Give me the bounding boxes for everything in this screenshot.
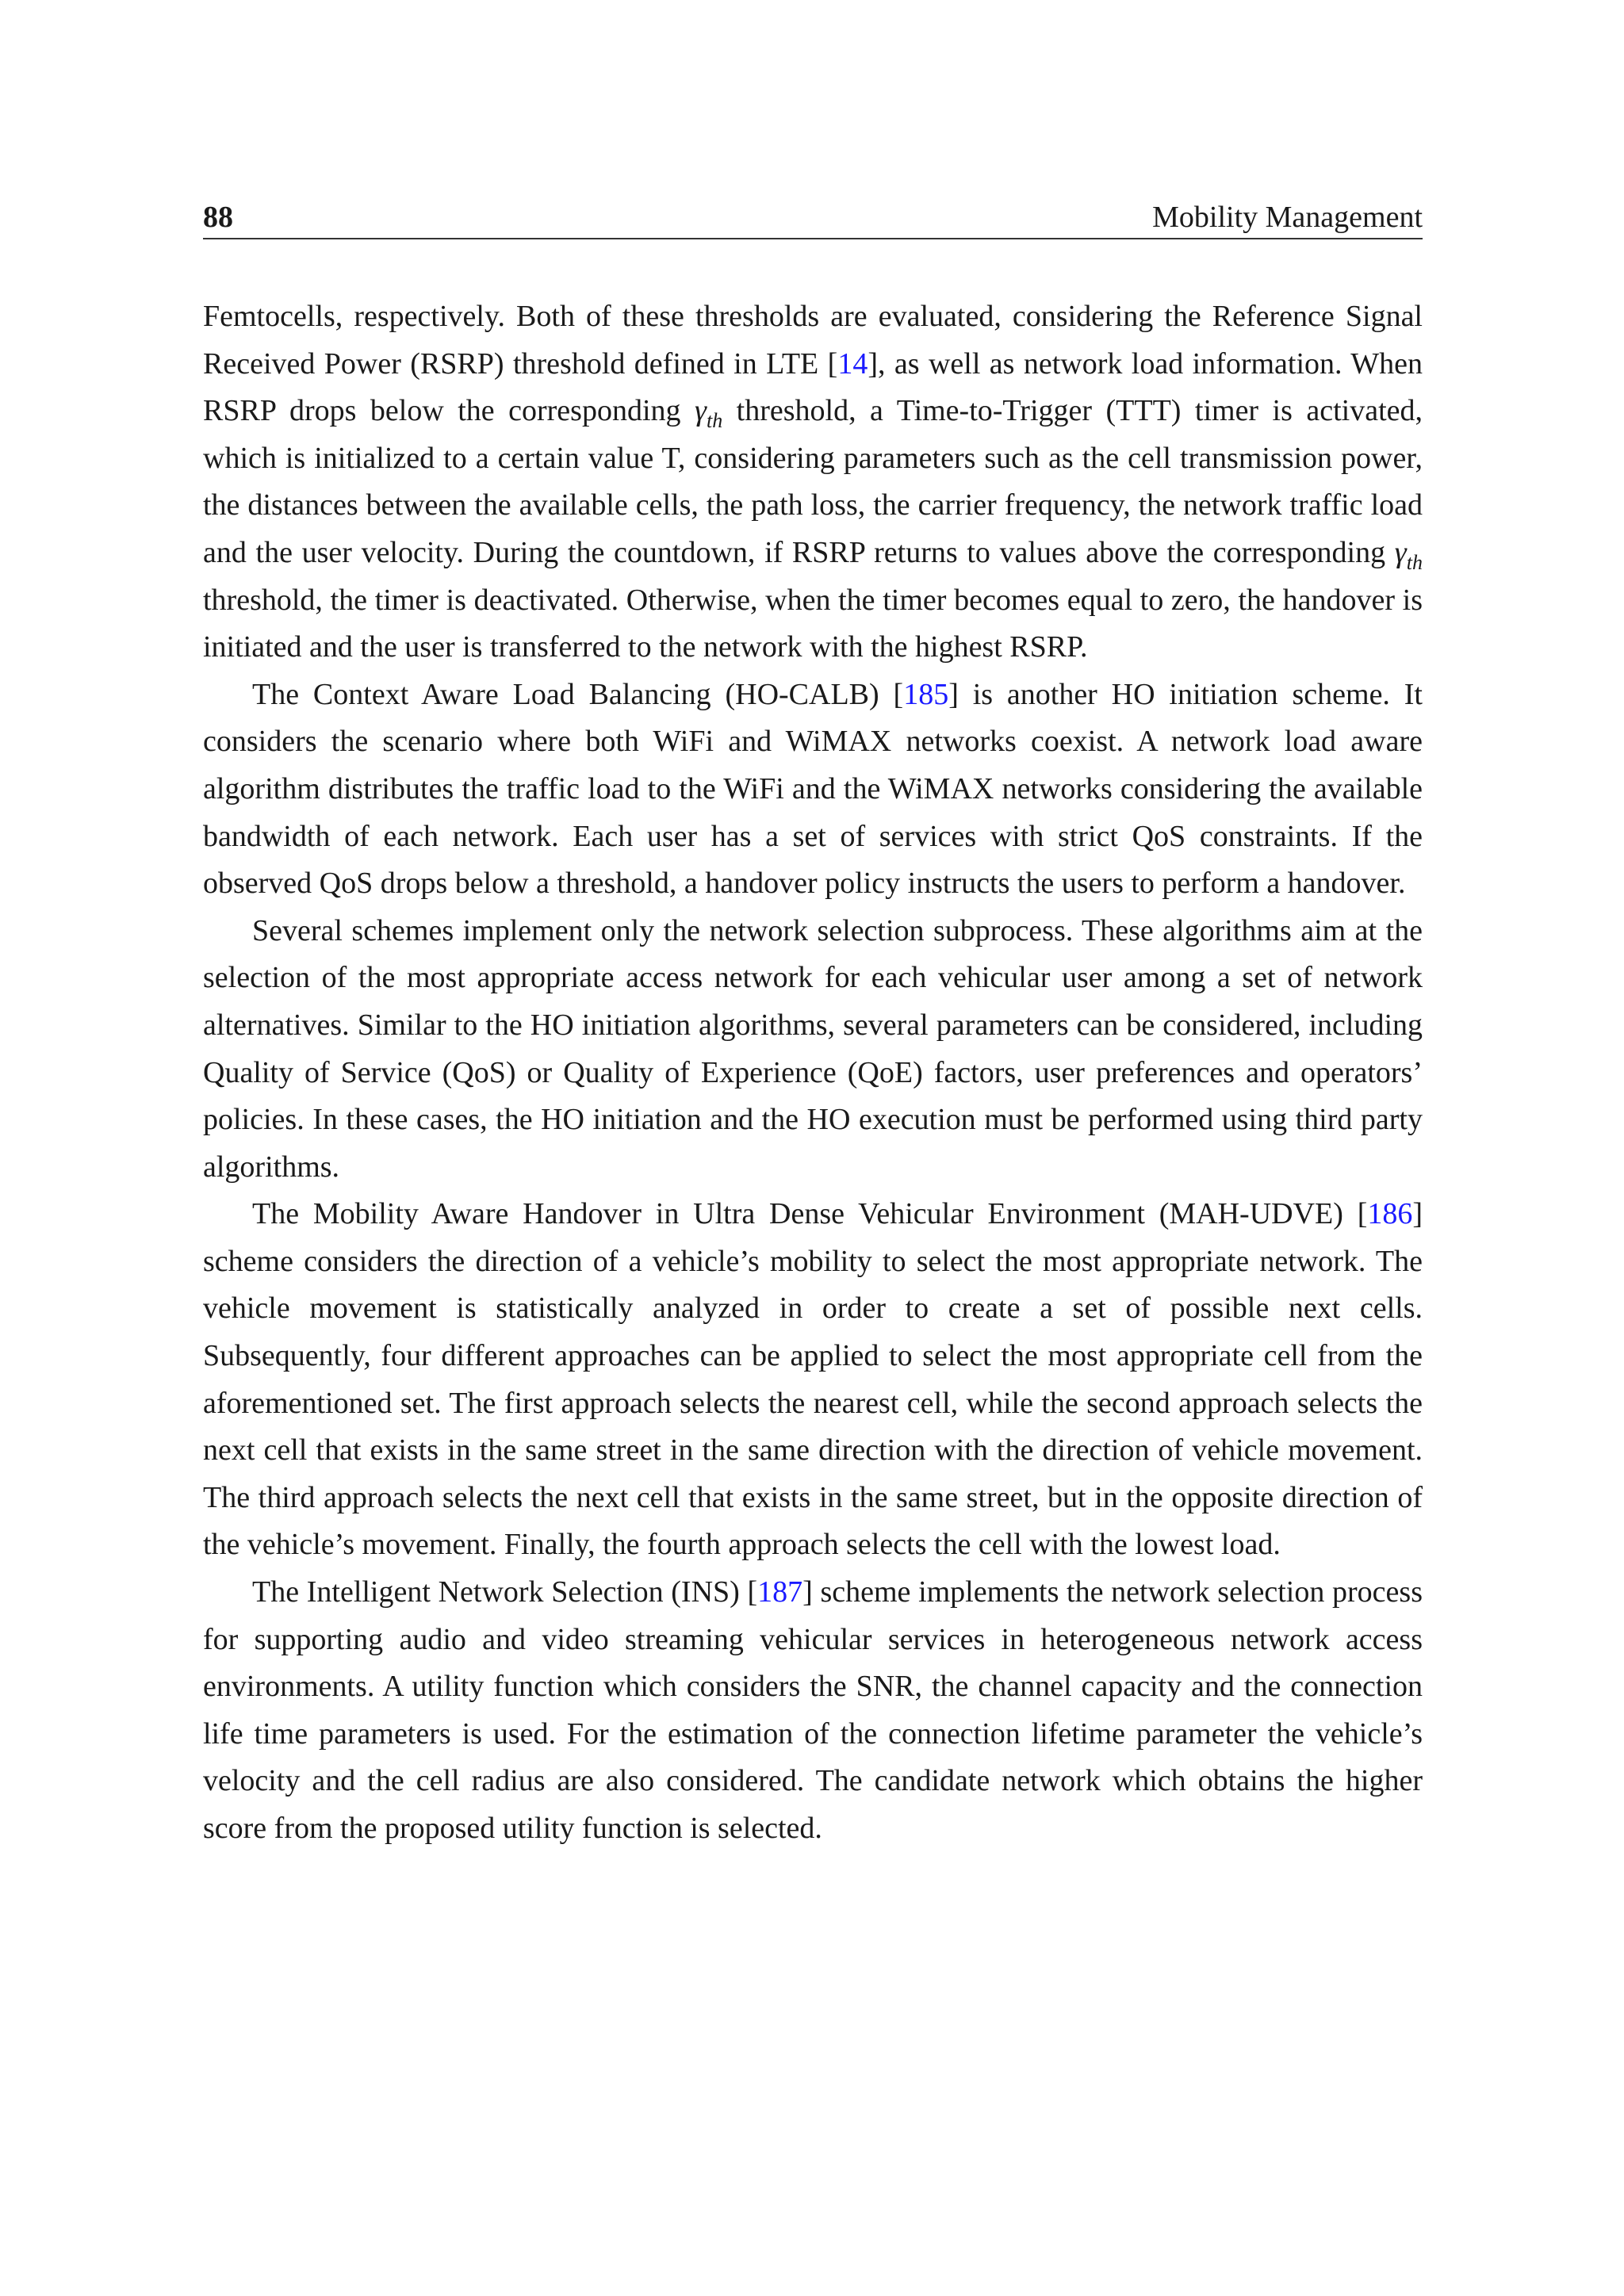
- citation-link-186[interactable]: 186: [1367, 1197, 1413, 1231]
- paragraph-3-text: Several schemes implement only the network selection subprocess. These algorithms aim at the selection of the most appropriate access network for each vehicular user among a set of network alternatives. Similar to the HO initiation algorithms, several parameters can be considered, including Quality of Service (QoS) or Quality of Experience (QoE) factors, user preferences and operators’ policies. In these cases, the HO initiation and the HO execution must be performed using third party algorithms.: [203, 913, 1423, 1184]
- running-header: [203, 197, 1423, 239]
- gamma-symbol: γ: [1394, 535, 1407, 569]
- paragraph-1-text-b: ], as well as network load information. When RSRP drops below the corresponding: [203, 346, 1423, 428]
- paragraph-3: [203, 908, 1423, 1192]
- paragraph-5: [203, 1569, 1423, 1853]
- gamma-subscript: th: [706, 409, 723, 433]
- gamma-subscript: th: [1406, 550, 1423, 574]
- paragraph-4: [203, 1191, 1423, 1569]
- paragraph-5-text-b: ] scheme implements the network selection process for supporting audio and video streaming vehicular services in heterogeneous network access environments. A utility function which considers the SNR, the channel capacity and the connection life time parameters is used. For the estimation of the connection lifetime parameter the vehicle’s velocity and the cell radius are also considered. The candidate network which obtains the higher score from the proposed utility function is selected.: [203, 1575, 1423, 1845]
- paragraph-4-text-a: The Mobility Aware Handover in Ultra Dense Vehicular Environment (MAH-UDVE) [: [252, 1197, 1368, 1231]
- paragraph-1: [203, 293, 1423, 672]
- paragraph-2-text-a: The Context Aware Load Balancing (HO-CALB) [: [252, 677, 904, 711]
- paragraph-1-text-a: Femtocells, respectively. Both of these thresholds are evaluated, considering the Reference Signal Received Power (RSRP) threshold defined in LTE [: [203, 300, 1423, 381]
- citation-link-187[interactable]: 187: [757, 1575, 803, 1609]
- gamma-th-symbol: [694, 394, 723, 433]
- paragraph-2-text-b: ] is another HO initiation scheme. It considers the scenario where both WiFi and WiMAX networks coexist. A network load aware algorithm distributes the traffic load to the WiFi and the WiMAX networks considering the available bandwidth of each network. Each user has a set of services with strict QoS constraints. If the observed QoS drops below a threshold, a handover policy instructs the users to perform a handover.: [203, 677, 1423, 901]
- citation-link-185[interactable]: 185: [903, 677, 949, 711]
- body-text: [203, 293, 1423, 1853]
- running-title: Mobility Management: [1152, 201, 1423, 234]
- page-number: 88: [203, 201, 233, 234]
- paragraph-1-text-d: threshold, the timer is deactivated. Otherwise, when the timer becomes equal to zero, the handover is initiated and the user is transferred to the network with the highest RSRP.: [203, 583, 1423, 664]
- citation-link-14[interactable]: 14: [837, 346, 868, 381]
- gamma-symbol: γ: [694, 394, 707, 428]
- paragraph-2: [203, 672, 1423, 908]
- paragraph-5-text-a: The Intelligent Network Selection (INS) [: [252, 1575, 758, 1609]
- paragraph-1-text-c: threshold, a Time-to-Trigger (TTT) timer is activated, which is initialized to a certain value T, considering parameters such as the cell transmission power, the distances between the available cells, the path loss, the carrier frequency, the network traffic load and the user velocity. During the countdown, if RSRP returns to values above the corresponding: [203, 394, 1423, 569]
- gamma-th-symbol: [1394, 535, 1423, 574]
- paragraph-4-text-b: ] scheme considers the direction of a vehicle’s mobility to select the most appropriate network. The vehicle movement is statistically analyzed in order to create a set of possible next cells. Subsequently, four different approaches can be applied to select the most appropriate cell from the aforementioned set. The first approach selects the nearest cell, while the second approach selects the next cell that exists in the same street in the same direction with the direction of vehicle movement. The third approach selects the next cell that exists in the same street, but in the opposite direction of the vehicle’s movement. Finally, the fourth approach selects the cell with the lowest load.: [203, 1197, 1423, 1562]
